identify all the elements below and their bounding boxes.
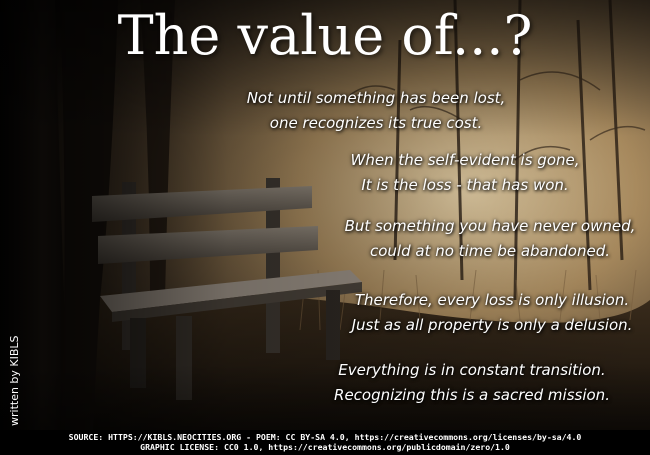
stanza-line: Not until something has been lost, — [246, 89, 506, 107]
stanza-line: could at no time be abandoned. — [370, 242, 610, 260]
author-credit: written by KIBLS — [8, 335, 21, 426]
stanza-3 — [340, 214, 640, 264]
stanza-line: Just as all property is only a delusion. — [351, 316, 633, 334]
stanza-line: Everything is in constant transition. — [338, 361, 606, 379]
stanza-line: Recognizing this is a sacred mission. — [334, 386, 610, 404]
stanza-line: one recognizes its true cost. — [269, 114, 483, 132]
graphic-license-line: GRAPHIC LICENSE: CC0 1.0, https://creativecommons.org/publicdomain/zero/1.0 — [140, 442, 510, 452]
stanza-line: Therefore, every loss is only illusion. — [354, 291, 630, 309]
poster-title: The value of...? — [117, 4, 533, 67]
stanza-5 — [322, 358, 622, 408]
stanza-1 — [236, 86, 516, 136]
stanza-line: When the self-evident is gone, — [350, 151, 580, 169]
stanza-4 — [334, 288, 650, 338]
source-license-line: SOURCE: HTTPS://KIBLS.NEOCITIES.ORG - POEM: CC BY-SA 4.0, https://creativecommons.org/licenses/by-sa/4.0 — [68, 432, 582, 442]
stanza-line: But something you have never owned, — [344, 217, 636, 235]
license-footer — [0, 430, 650, 455]
stanza-2 — [330, 148, 600, 198]
stanza-line: It is the loss - that has won. — [361, 176, 569, 194]
